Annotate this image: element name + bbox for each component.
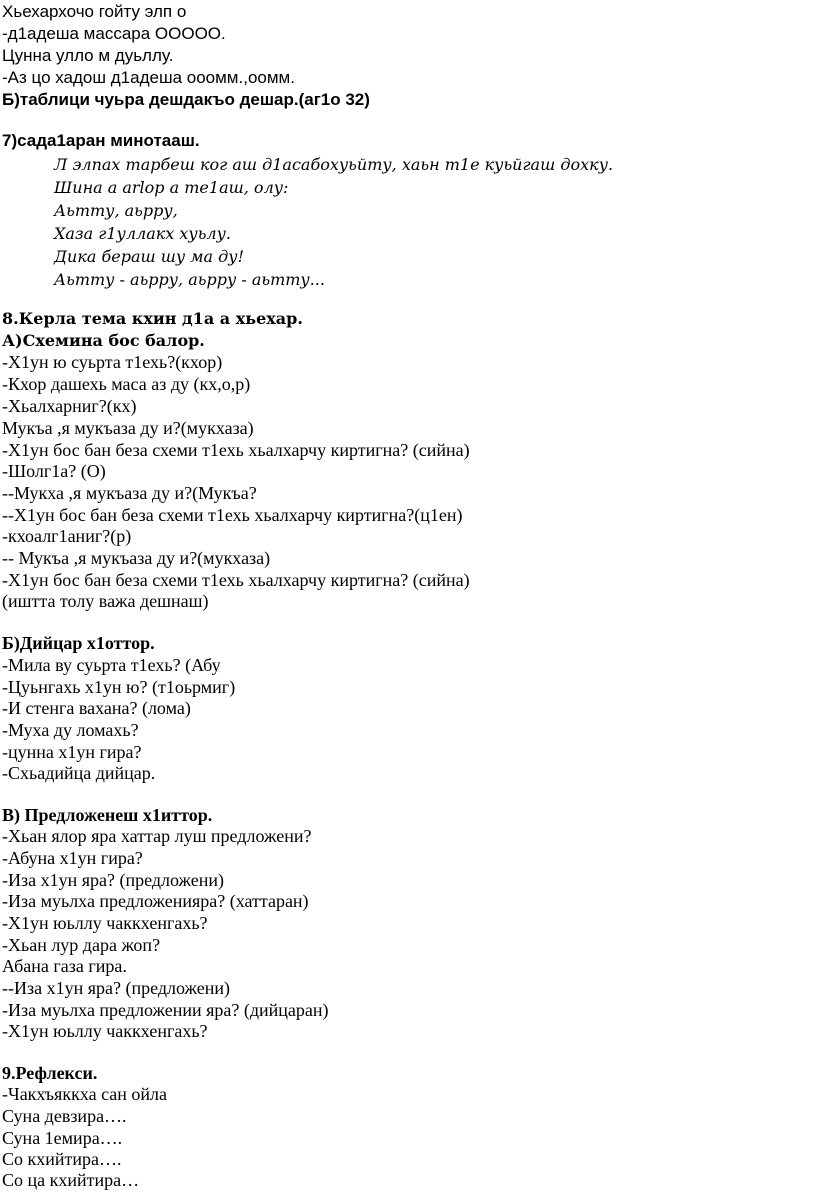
text-line: -Хьан ялор яра хаттар луш предложени? xyxy=(2,826,312,846)
subsection-b-heading: Б)Дийцар х1оттор. xyxy=(2,633,155,653)
text-line: -Иза муьлха предложении яра? (дийцаран) xyxy=(2,1000,329,1020)
text-line: -- Мукъа ,я мукъаза ду и?(мукхаза) xyxy=(2,548,271,568)
task-tables-heading: Б)таблици чуьра дешдакъо дешар.(аг1о 32) xyxy=(2,90,370,109)
text-line: Со ца кхийтира… xyxy=(2,1170,140,1190)
text-line: -Хьан лур дара жоп? xyxy=(2,935,161,955)
text-line: -И стенга вахана? (лома) xyxy=(2,698,191,718)
subsection-a-heading: А)Схемина бос балор. xyxy=(2,331,205,350)
text-line: -Хьалхарниг?(кх) xyxy=(2,396,137,416)
text-line: -Х1ун бос бан беза схеми т1ехь хьалхарчу киртигна? (сийна) xyxy=(2,440,470,460)
text-line: -Шолг1а? (О) xyxy=(2,461,106,481)
text-line: -Иза муьлха предложенияра? (хаттаран) xyxy=(2,891,309,911)
intro-line: -Аз цо хадош д1адеша ооомм.,оомм. xyxy=(2,68,295,87)
text-line: Суна 1емира…. xyxy=(2,1128,123,1148)
text-line: (иштта толу важа дешнаш) xyxy=(2,591,209,611)
text-line: --Х1ун бос бан беза схеми т1ехь хьалхарчу киртигна?(ц1ен) xyxy=(2,505,463,525)
poem-line: Л элпах тарбеш ког аш д1асабохуьйту, хаьн т1е куьйгаш дохку. xyxy=(54,155,614,174)
text-line: -Х1ун юьллу чаккхенгахь? xyxy=(2,913,208,933)
subsection-c-heading: В) Предложенеш х1иттор. xyxy=(2,805,213,825)
text-line: -Цуьнгахь х1ун ю? (т1оьрмиг) xyxy=(2,677,236,697)
text-line: --Мукха ,я мукъаза ду и?(Мукъа? xyxy=(2,483,257,503)
poem-line: Дика бераш шу ма ду! xyxy=(54,247,245,266)
text-line: Со кхийтира…. xyxy=(2,1149,122,1169)
text-line: -Х1ун бос бан беза схеми т1ехь хьалхарчу киртигна? (сийна) xyxy=(2,570,470,590)
text-line: -Х1ун юьллу чаккхенгахь? xyxy=(2,1021,208,1041)
text-line: Суна девзира…. xyxy=(2,1106,127,1126)
section-8-heading: 8.Керла тема кхин д1а а хьехар. xyxy=(2,309,303,328)
text-line: --Иза х1ун яра? (предложени) xyxy=(2,978,230,998)
text-line: -Муха ду ломахь? xyxy=(2,720,139,740)
text-line: -Чакхъяккха сан ойла xyxy=(2,1084,168,1104)
text-line: Мукъа ,я мукъаза ду и?(мукхаза) xyxy=(2,418,254,438)
poem-line: Хаза г1уллакх хуьлу. xyxy=(54,224,231,243)
text-line: -Схьадийца дийцар. xyxy=(2,763,156,783)
text-line: -Мила ву суьрта т1ехь? (Абу xyxy=(2,655,221,675)
poem-line: Аьтту - аьрру, аьрру - аьтту... xyxy=(54,270,325,289)
section-7-heading: 7)сада1аран минотааш. xyxy=(2,131,200,150)
intro-line: -д1адеша массара ООООО. xyxy=(2,24,226,43)
text-line: -Кхор дашехь маса аз ду (кх,о,р) xyxy=(2,374,251,394)
text-line: -Абуна х1ун гира? xyxy=(2,848,143,868)
section-9-heading: 9.Рефлекси. xyxy=(2,1063,98,1083)
text-line: Абана газа гира. xyxy=(2,956,127,976)
intro-line: Хьехархочо гойту элп о xyxy=(2,2,187,21)
text-line: -цунна х1ун гира? xyxy=(2,742,142,762)
text-line: -Иза х1ун яра? (предложени) xyxy=(2,870,225,890)
text-line: -Х1ун ю суьрта т1ехь?(кхор) xyxy=(2,352,223,372)
intro-line: Цунна улло м дуьллу. xyxy=(2,46,174,65)
poem-line: Аьтту, аьрру, xyxy=(54,201,178,220)
poem-line: Шина а аrlop а те1аш, олу: xyxy=(54,178,289,197)
text-line: -кхоалг1аниг?(р) xyxy=(2,526,132,546)
